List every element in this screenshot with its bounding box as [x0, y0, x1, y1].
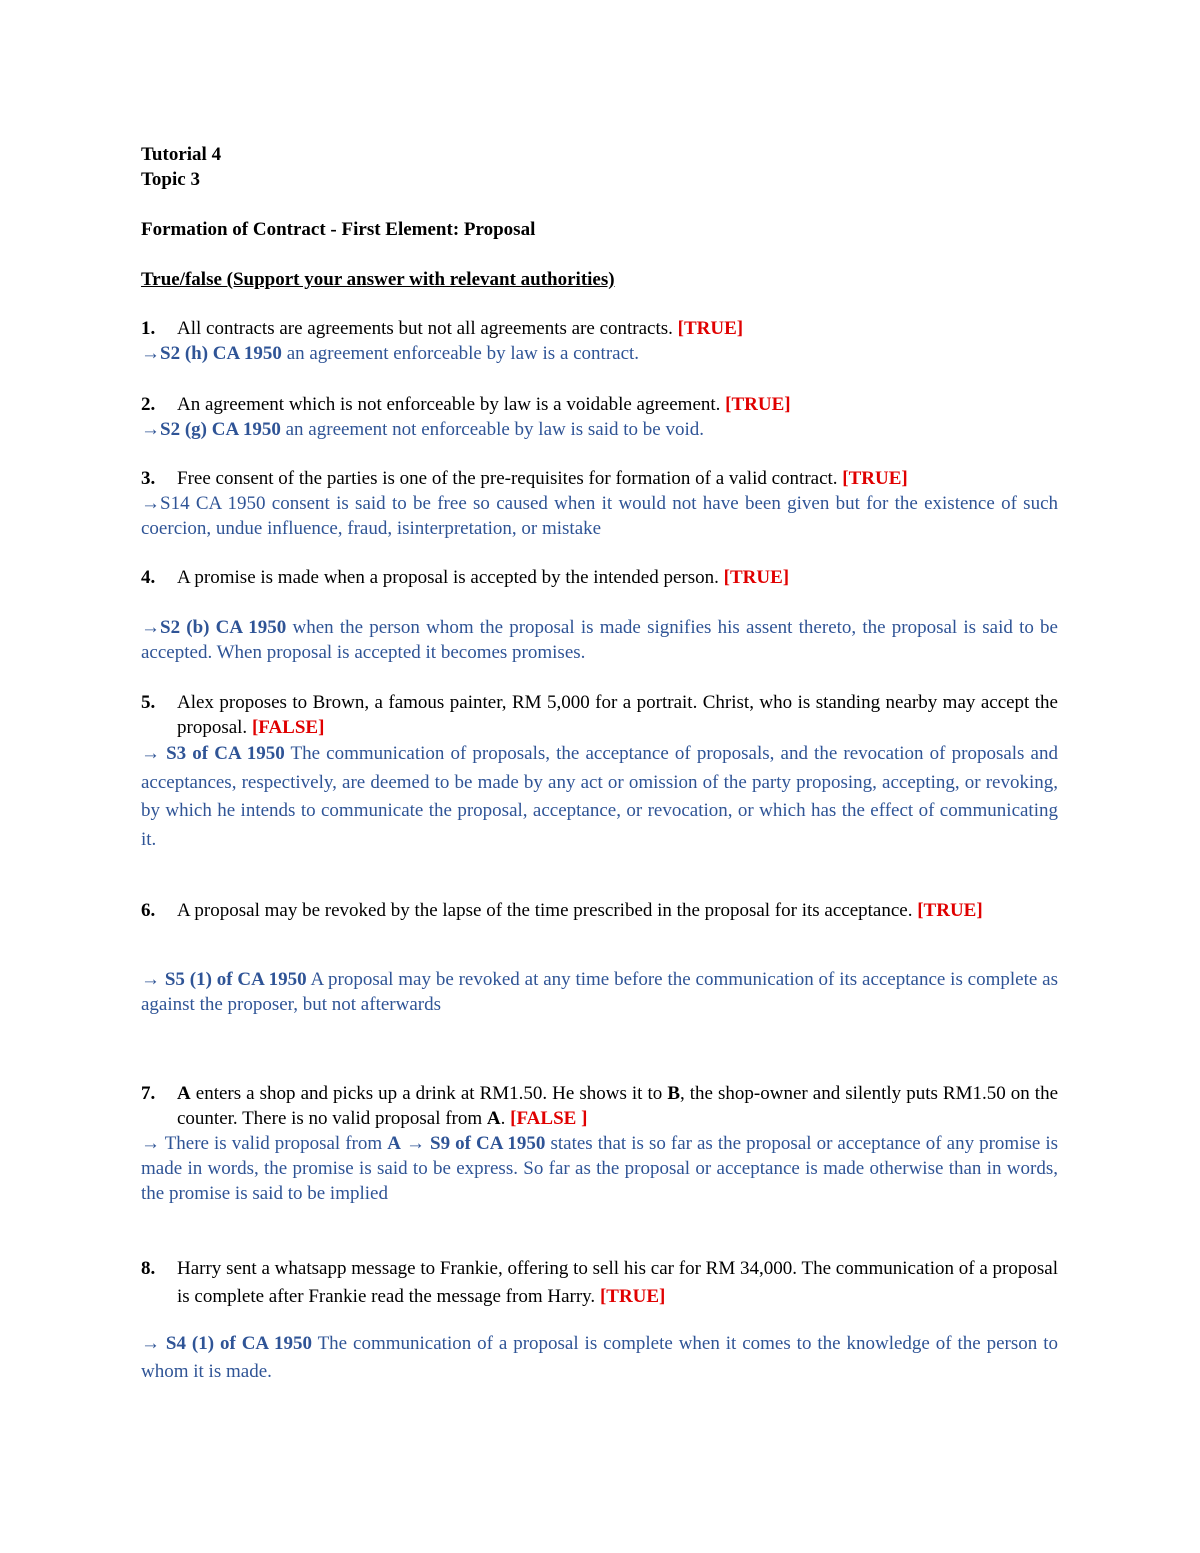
authority-citation: →S2 (b) CA 1950	[141, 617, 287, 638]
explanation-3	[141, 491, 1058, 541]
explanation-text: consent is said to be free so caused when it would not have been given but for the existence of such coercion, undue influence, fraud, isinterpretation, or mistake	[141, 493, 1059, 539]
explanation-5	[141, 740, 1058, 854]
question-statement: A proposal may be revoked by the lapse of the time prescribed in the proposal for its acceptance.	[177, 900, 913, 921]
question-4	[141, 565, 1058, 590]
answer-badge: [TRUE]	[917, 900, 983, 921]
explanation-4	[141, 615, 1058, 665]
question-number: 6.	[141, 900, 156, 921]
question-statement: An agreement which is not enforceable by law is a voidable agreement.	[177, 394, 721, 415]
explanation-text: an agreement enforceable by law is a contract.	[286, 343, 640, 364]
question-number: 2.	[141, 394, 156, 415]
question-number: 5.	[141, 692, 156, 713]
authority-citation: → S4 (1) of CA 1950	[141, 1333, 312, 1354]
answer-badge: [TRUE]	[842, 468, 908, 489]
question-statement: Free consent of the parties is one of the pre-requisites for formation of a valid contract.	[177, 468, 838, 489]
answer-badge: [TRUE]	[723, 567, 790, 588]
question-number: 4.	[141, 567, 156, 588]
question-number: 8.	[141, 1258, 156, 1279]
answer-badge: [TRUE]	[677, 318, 744, 339]
question-statement: A promise is made when a proposal is accepted by the intended person.	[177, 567, 719, 588]
question-statement-rest: , the shop-owner and silently puts RM1.50 on the counter. There is no valid proposal from	[177, 1083, 1059, 1129]
page-title: Formation of Contract - First Element: Proposal	[141, 219, 536, 240]
answer-badge: [TRUE]	[725, 394, 791, 415]
question-1	[141, 316, 1058, 341]
explanation-text: The communication of proposals, the acceptance of proposals, and the revocation of proposals and acceptances, respectively, are deemed to be made by any act or omission of the party proposing, accepting, or revoking, by which he intends to communicate the proposal, acceptance, or revocation, or which has the effect of communicating it.	[141, 743, 1058, 850]
question-6	[141, 898, 1058, 923]
question-statement: enters a shop and picks up a drink at RM1.50. He shows it to	[195, 1083, 663, 1104]
authority-citation: →S14 CA 1950	[141, 493, 266, 514]
authority-citation: → S5 (1) of CA 1950	[141, 969, 307, 990]
party-b: B	[667, 1083, 680, 1104]
question-statement-end: .	[500, 1108, 506, 1129]
tutorial-label: Tutorial 4	[141, 144, 222, 165]
question-number: 1.	[141, 318, 156, 339]
explanation-text: when the person whom the proposal is made signifies his assent thereto, the proposal is said to be accepted. When proposal is accepted it becomes promises.	[141, 617, 1058, 663]
explanation-1	[141, 341, 1058, 366]
authority-citation: →S2 (g) CA 1950	[141, 419, 281, 440]
question-3	[141, 466, 1058, 491]
question-7	[141, 1081, 1058, 1131]
explanation-text: states that is so far as the proposal or acceptance of any promise is made in words, the promise is said to be express. So far as the proposal or acceptance is made otherwise than in words, the promise is said to be implied	[141, 1133, 1059, 1204]
question-statement: Harry sent a whatsapp message to Frankie, offering to sell his car for RM 34,000. The communication of a proposal is complete after Frankie read the message from Harry.	[177, 1258, 1058, 1307]
question-2	[141, 392, 1058, 417]
explanation-prefix: → There is valid proposal from	[141, 1133, 383, 1154]
question-statement: Alex proposes to Brown, a famous painter, RM 5,000 for a portrait. Christ, who is standing nearby may accept the proposal.	[177, 692, 1058, 738]
instructions: True/false (Support your answer with relevant authorities)	[141, 269, 615, 290]
explanation-8	[141, 1330, 1058, 1386]
answer-badge: [TRUE]	[599, 1286, 666, 1307]
answer-badge: [FALSE ]	[510, 1108, 588, 1129]
question-statement: All contracts are agreements but not all agreements are contracts.	[177, 318, 673, 339]
answer-badge: [FALSE]	[251, 717, 325, 738]
question-number: 7.	[141, 1083, 156, 1104]
party-a: A	[177, 1083, 191, 1104]
explanation-2	[141, 417, 1058, 442]
question-8	[141, 1255, 1058, 1311]
explanation-6	[141, 967, 1058, 1017]
question-5	[141, 690, 1058, 740]
authority-citation: → S9 of CA 1950	[405, 1133, 546, 1154]
explanation-7	[141, 1131, 1058, 1206]
topic-label: Topic 3	[141, 169, 200, 190]
question-number: 3.	[141, 468, 156, 489]
explanation-text: an agreement not enforceable by law is said to be void.	[285, 419, 705, 440]
authority-citation: → S3 of CA 1950	[141, 743, 285, 764]
party-a: A	[387, 1133, 401, 1154]
explanation-text: The communication of a proposal is complete when it comes to the knowledge of the person to whom it is made.	[141, 1333, 1058, 1382]
party-a: A	[486, 1108, 501, 1129]
authority-citation: →S2 (h) CA 1950	[141, 343, 282, 364]
explanation-text: A proposal may be revoked at any time before the communication of its acceptance is complete as against the proposer, but not afterwards	[141, 969, 1058, 1015]
